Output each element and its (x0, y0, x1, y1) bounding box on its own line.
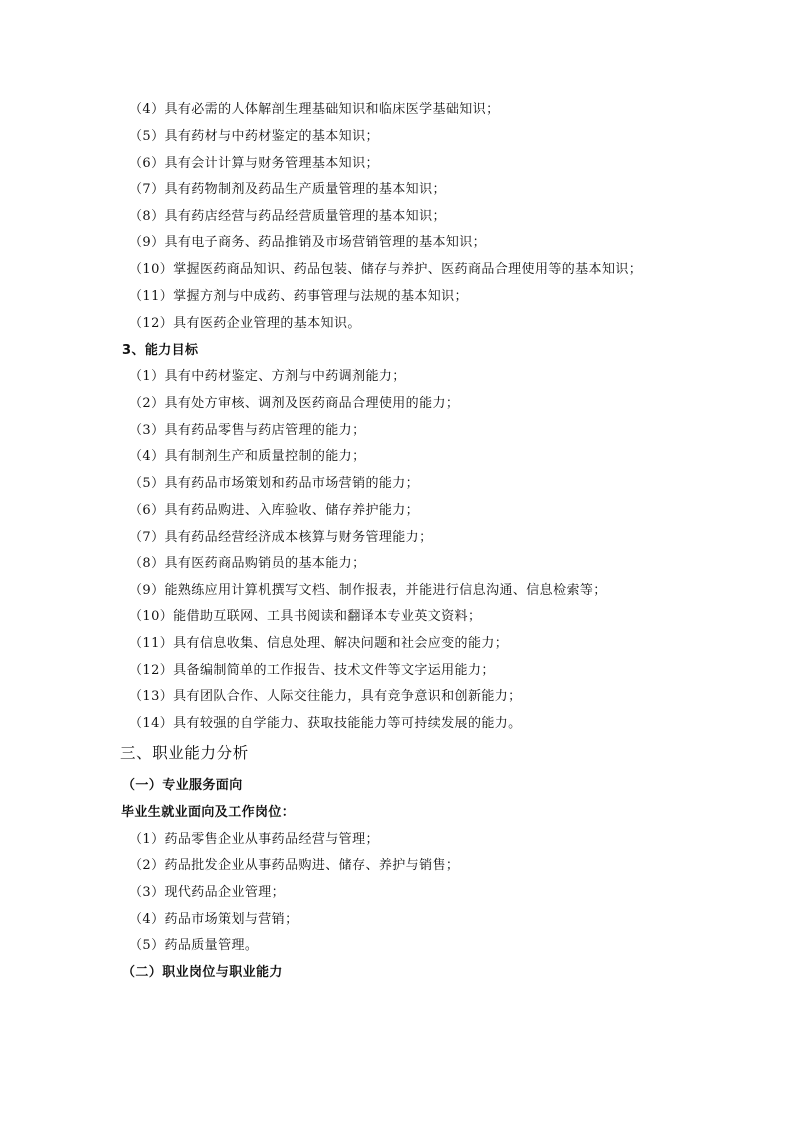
ability-item-3: （3）具有药品零售与药店管理的能力； (129, 423, 366, 438)
position-item-1: （1）药品零售企业从事药品经营与管理； (129, 832, 379, 847)
section-3-title: 三、职业能力分析 (120, 744, 249, 762)
positions-title: 毕业生就业面向及工作岗位： (121, 805, 296, 820)
ability-item-7: （7）具有药品经营经济成本核算与财务管理能力； (129, 530, 433, 545)
ability-item-1: （1）具有中药材鉴定、方剂与中药调剂能力； (129, 369, 406, 384)
ability-item-11: （11）具有信息收集、信息处理、解决问题和社会应变的能力； (129, 636, 509, 651)
position-item-5: （5）药品质量管理。 (129, 938, 259, 953)
knowledge-item-12: （12）具有医药企业管理的基本知识。 (129, 316, 361, 331)
ability-item-9: （9）能熟练应用计算机撰写文档、制作报表，并能进行信息沟通、信息检索等； (129, 583, 607, 598)
ability-item-4: （4）具有制剂生产和质量控制的能力； (129, 449, 366, 464)
ability-item-12: （12）具备编制简单的工作报告、技术文件等文字运用能力； (129, 663, 495, 678)
ability-title: 3、能力目标 (122, 343, 199, 358)
knowledge-item-10: （10）掌握医药商品知识、药品包装、储存与养护、医药商品合理使用等的基本知识； (129, 262, 643, 277)
ability-item-2: （2）具有处方审核、调剂及医药商品合理使用的能力； (129, 396, 460, 411)
ability-item-5: （5）具有药品市场策划和药品市场营销的能力； (129, 476, 420, 491)
knowledge-item-5: （5）具有药材与中药材鉴定的基本知识； (129, 129, 379, 144)
knowledge-item-9: （9）具有电子商务、药品推销及市场营销管理的基本知识； (129, 235, 487, 250)
position-item-3: （3）现代药品企业管理； (129, 885, 286, 900)
knowledge-item-8: （8）具有药店经营与药品经营质量管理的基本知识； (129, 209, 446, 224)
knowledge-item-6: （6）具有会计计算与财务管理基本知识； (129, 156, 379, 171)
subsection-2-title: （二）职业岗位与职业能力 (122, 965, 283, 980)
ability-item-10: （10）能借助互联网、工具书阅读和翻译本专业英文资料； (129, 609, 482, 624)
ability-item-13: （13）具有团队合作、人际交往能力，具有竞争意识和创新能力； (129, 689, 522, 704)
knowledge-item-11: （11）掌握方剂与中成药、药事管理与法规的基本知识； (129, 289, 468, 304)
subsection-1-title: （一）专业服务面向 (122, 778, 243, 793)
ability-item-14: （14）具有较强的自学能力、获取技能能力等可持续发展的能力。 (129, 716, 522, 731)
ability-item-8: （8）具有医药商品购销员的基本能力； (129, 556, 366, 571)
position-item-2: （2）药品批发企业从事药品购进、储存、养护与销售； (129, 858, 460, 873)
knowledge-item-4: （4）具有必需的人体解剖生理基础知识和临床医学基础知识； (129, 102, 500, 117)
ability-item-6: （6）具有药品购进、入库验收、储存养护能力； (129, 503, 420, 518)
knowledge-item-7: （7）具有药物制剂及药品生产质量管理的基本知识； (129, 182, 446, 197)
position-item-4: （4）药品市场策划与营销； (129, 912, 299, 927)
